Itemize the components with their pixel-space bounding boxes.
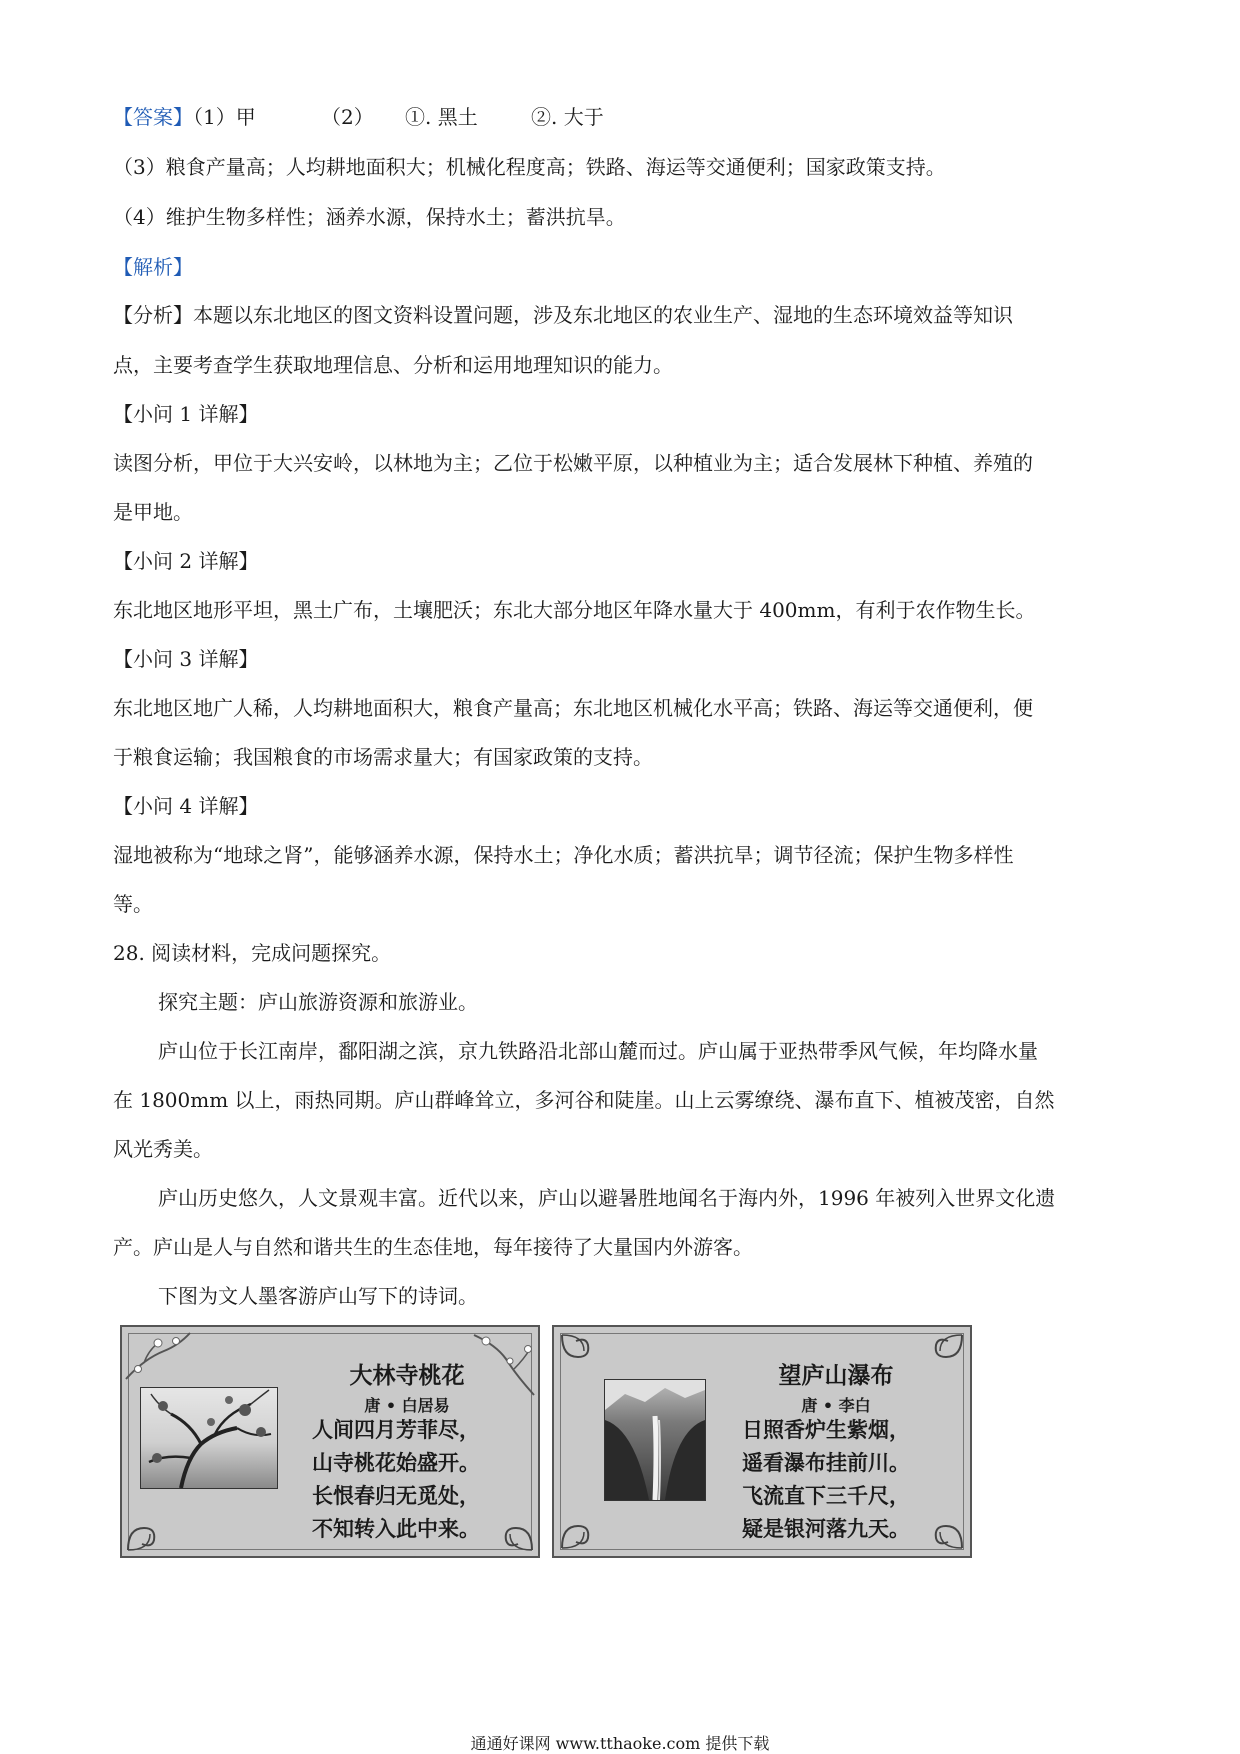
subquestion-3-line-2: 于粮食运输；我国粮食的市场需求量大；有国家政策的支持。 (113, 745, 653, 769)
poem-1-title: 大林寺桃花 (349, 1362, 465, 1389)
peach-blossom-photo (140, 1387, 278, 1489)
poem-1-verses (312, 1413, 480, 1545)
answer-q4: （4）维护生物多样性；涵养水源，保持水土；蓄洪抗旱。 (113, 205, 626, 229)
subquestion-1-line-1: 读图分析，甲位于大兴安岭，以林地为主；乙位于松嫩平原，以种植业为主；适合发展林下种植、养殖的 (113, 451, 1033, 475)
poem-2-author: 唐 • 李白 (801, 1396, 871, 1415)
poem-2-title: 望庐山瀑布 (778, 1362, 894, 1389)
page-footer: 通通好课网 www.tthaoke.com 提供下载 (470, 1734, 770, 1753)
scroll-corner-ornament-icon (124, 1498, 180, 1554)
answer-q2: （2） (321, 105, 374, 129)
subquestion-2-line-1: 东北地区地形平坦，黑土广布，土壤肥沃；东北大部分地区年降水量大于 400mm，有利于农作物生长。 (113, 598, 1036, 622)
subquestion-2-title: 【小问 2 详解】 (113, 549, 259, 573)
analysis-label: 【解析】 (113, 255, 193, 279)
poem-1-line-3: 长恨春归无觅处， (312, 1483, 480, 1508)
subquestion-4-line-2: 等。 (113, 892, 153, 916)
question-28-para-1-line-2: 在 1800mm 以上，雨热同期。庐山群峰耸立，多河谷和陡崖。山上云雾缭绕、瀑布直下、植被茂密，自然 (113, 1088, 1055, 1112)
subquestion-3-line-1: 东北地区地广人稀，人均耕地面积大，粮食产量高；东北地区机械化水平高；铁路、海运等交通便利，便 (113, 696, 1033, 720)
poem-1-line-2: 山寺桃花始盛开。 (312, 1450, 480, 1475)
subquestion-4-title: 【小问 4 详解】 (113, 794, 259, 818)
blossom-tree-icon (141, 1388, 277, 1488)
answer-q3: （3）粮食产量高；人均耕地面积大；机械化程度高；铁路、海运等交通便利；国家政策支持。 (113, 155, 946, 179)
question-28-para-2-line-2: 产。庐山是人与自然和谐共生的生态佳地，每年接待了大量国内外游客。 (113, 1235, 753, 1259)
plum-branch-ornament-icon (124, 1329, 194, 1385)
poem-card-2 (552, 1325, 972, 1558)
question-28-para-3: 下图为文人墨客游庐山写下的诗词。 (158, 1284, 478, 1308)
subquestion-3-title: 【小问 3 详解】 (113, 647, 259, 671)
poem-2-line-4: 疑是银河落九天。 (742, 1516, 910, 1541)
scroll-corner-ornament-icon (480, 1498, 536, 1554)
subquestion-4-line-1: 湿地被称为“地球之肾”，能够涵养水源，保持水土；净化水质；蓄洪抗旱；调节径流；保护生物多样性 (113, 843, 1014, 867)
subquestion-1-title: 【小问 1 详解】 (113, 402, 259, 426)
scroll-corner-ornament-icon (558, 1496, 614, 1552)
question-28-theme: 探究主题：庐山旅游资源和旅游业。 (158, 990, 478, 1014)
answer-q2a: ①. 黑土 (405, 105, 478, 129)
poem-1-author: 唐 • 白居易 (364, 1396, 450, 1415)
answer-line-1 (113, 104, 604, 130)
waterfall-photo (604, 1379, 706, 1501)
answer-q2b: ②. 大于 (531, 105, 604, 129)
subquestion-1-line-2: 是甲地。 (113, 500, 193, 524)
answer-q1: （1）甲 (193, 105, 256, 129)
poem-2-line-2: 遥看瀑布挂前川。 (742, 1450, 910, 1475)
poem-1-line-4: 不知转入此中来。 (312, 1516, 480, 1541)
waterfall-icon (605, 1380, 705, 1500)
question-28-para-1-line-1: 庐山位于长江南岸，鄱阳湖之滨，京九铁路沿北部山麓而过。庐山属于亚热带季风气候，年均降水量 (158, 1039, 1038, 1063)
answer-label: 【答案】 (113, 105, 193, 129)
question-28-para-2-line-1: 庐山历史悠久，人文景观丰富。近代以来，庐山以避暑胜地闻名于海内外，1996 年被列入世界文化遗 (158, 1186, 1056, 1210)
poem-2-verses (742, 1413, 910, 1545)
poem-2-line-1: 日照香炉生紫烟， (742, 1417, 910, 1442)
poem-card-1 (120, 1325, 540, 1558)
analysis-intro-2: 点，主要考查学生获取地理信息、分析和运用地理知识的能力。 (113, 353, 673, 377)
analysis-intro-1: 【分析】本题以东北地区的图文资料设置问题，涉及东北地区的农业生产、湿地的生态环境效益等知识 (113, 303, 1013, 327)
scroll-corner-ornament-icon (910, 1496, 966, 1552)
question-28-para-1-line-3: 风光秀美。 (113, 1137, 213, 1161)
question-28-stem: 28. 阅读材料，完成问题探究。 (113, 941, 392, 965)
poem-1-line-1: 人间四月芳菲尽， (312, 1417, 480, 1442)
poem-2-line-3: 飞流直下三千尺， (742, 1483, 910, 1508)
